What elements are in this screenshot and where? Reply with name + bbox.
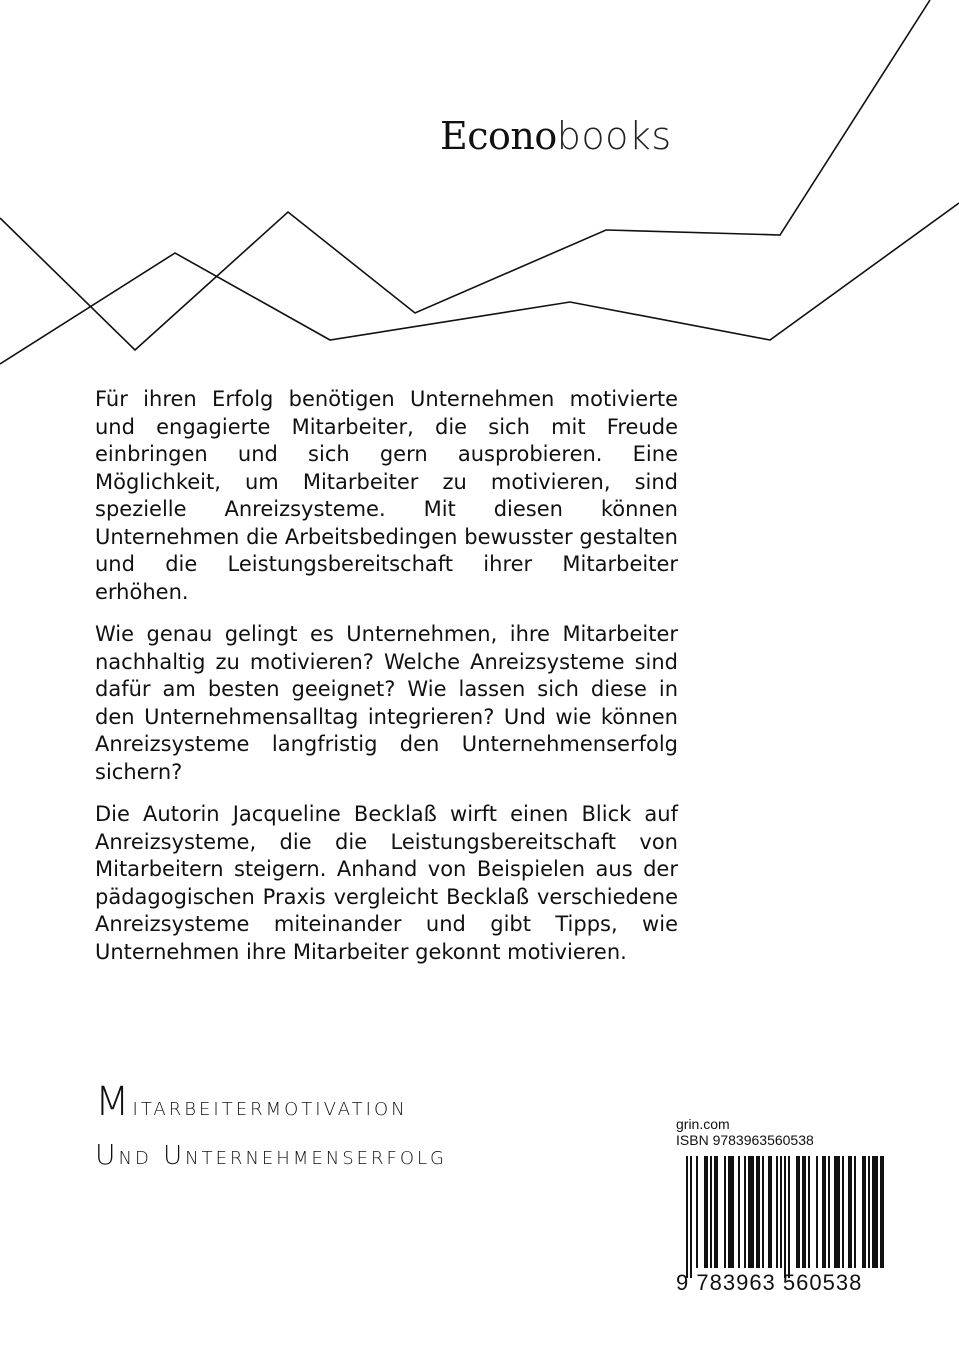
blurb-paragraph: Für ihren Erfolg benötigen Unternehmen motivierte und engagierte Mitarbeiter, die sich mit Freude einbringen und sich gern ausprobieren. Eine Möglichkeit, um Mitarbeiter zu motivieren, sind spezielle Anreizsysteme. Mit diesen können Unternehmen die Arbeitsbedingen bewusster gestalten und die Leistungsbereitschaft ihrer Mitarbeiter erhöhen.	[95, 387, 678, 604]
barcode-bar	[834, 1156, 840, 1268]
blurb-paragraph: Wie genau gelingt es Unternehmen, ihre Mitarbeiter nachhaltig zu motivieren? Welche Anreizsysteme sind dafür am besten geeignet? Wie lassen sich diese in den Unternehmensalltag integrieren? Und wie können Anreizsysteme langfristig den Unternehmenserfolg sichern?	[95, 622, 678, 784]
barcode-bar	[880, 1156, 884, 1268]
barcode-bar	[780, 1156, 782, 1268]
barcode-bar	[756, 1156, 760, 1268]
barcode-bar	[696, 1156, 698, 1268]
barcode-bar	[748, 1156, 754, 1268]
barcode-bar	[796, 1156, 800, 1268]
barcode-bar	[802, 1156, 806, 1268]
barcode-bar	[862, 1156, 866, 1268]
back-cover-blurb	[95, 386, 678, 981]
barcode-bar	[848, 1156, 852, 1268]
barcode-bar	[714, 1156, 718, 1268]
barcode-bar	[710, 1156, 712, 1268]
barcode-bar	[686, 1156, 688, 1278]
logo-books: books	[556, 114, 672, 158]
barcode-bar	[808, 1156, 810, 1268]
barcode-bar	[828, 1156, 830, 1268]
book-title-line-2: und Unternehmenserfolg	[95, 1128, 448, 1174]
barcode-bar	[728, 1156, 734, 1268]
barcode-digits	[676, 1270, 894, 1296]
barcode-digit-first: 9	[676, 1270, 690, 1295]
barcode-bar	[762, 1156, 764, 1268]
zigzag-line-2	[0, 203, 959, 364]
barcode-bar	[868, 1156, 870, 1268]
blurb-paragraph: Die Autorin Jacqueline Becklaß wirft einen Blick auf Anreizsysteme, die die Leistungsbereitschaft von Mitarbeitern steigern. Anhand von Beispielen aus der pädagogischen Praxis vergleicht Becklaß verschiedene Anreizsysteme miteinander und gibt Tipps, wie Unternehmen ihre Mitarbeiter gekonnt motivieren.	[95, 802, 678, 964]
isbn-label: ISBN 9783963560538	[676, 1132, 814, 1148]
barcode-bar	[776, 1156, 778, 1268]
barcode-bar	[854, 1156, 856, 1268]
barcode-bar	[788, 1156, 790, 1278]
barcode-bar	[690, 1156, 692, 1278]
barcode-bar	[842, 1156, 844, 1268]
barcode-bar	[704, 1156, 708, 1268]
barcode-bar	[768, 1156, 772, 1268]
book-title	[95, 1080, 447, 1178]
book-title-line-1: Mitarbeitermotivation	[95, 1079, 408, 1125]
isbn-barcode-block	[676, 1116, 896, 1304]
barcode-bar	[822, 1156, 826, 1268]
barcode-bar	[872, 1156, 878, 1268]
barcode-bar	[738, 1156, 740, 1268]
logo-econo: Econo	[440, 114, 557, 158]
zigzag-line-1	[0, 0, 930, 350]
publisher-logo	[440, 112, 672, 160]
decorative-line-graphic	[0, 0, 959, 370]
barcode-bar	[816, 1156, 818, 1268]
barcode-bar	[724, 1156, 726, 1268]
barcode-digits-group-1: 783963	[696, 1270, 776, 1295]
publisher-website: grin.com	[676, 1116, 730, 1132]
barcode-bar	[744, 1156, 746, 1268]
barcode-digits-group-2: 560538	[782, 1270, 863, 1295]
barcode-bar	[784, 1156, 786, 1278]
